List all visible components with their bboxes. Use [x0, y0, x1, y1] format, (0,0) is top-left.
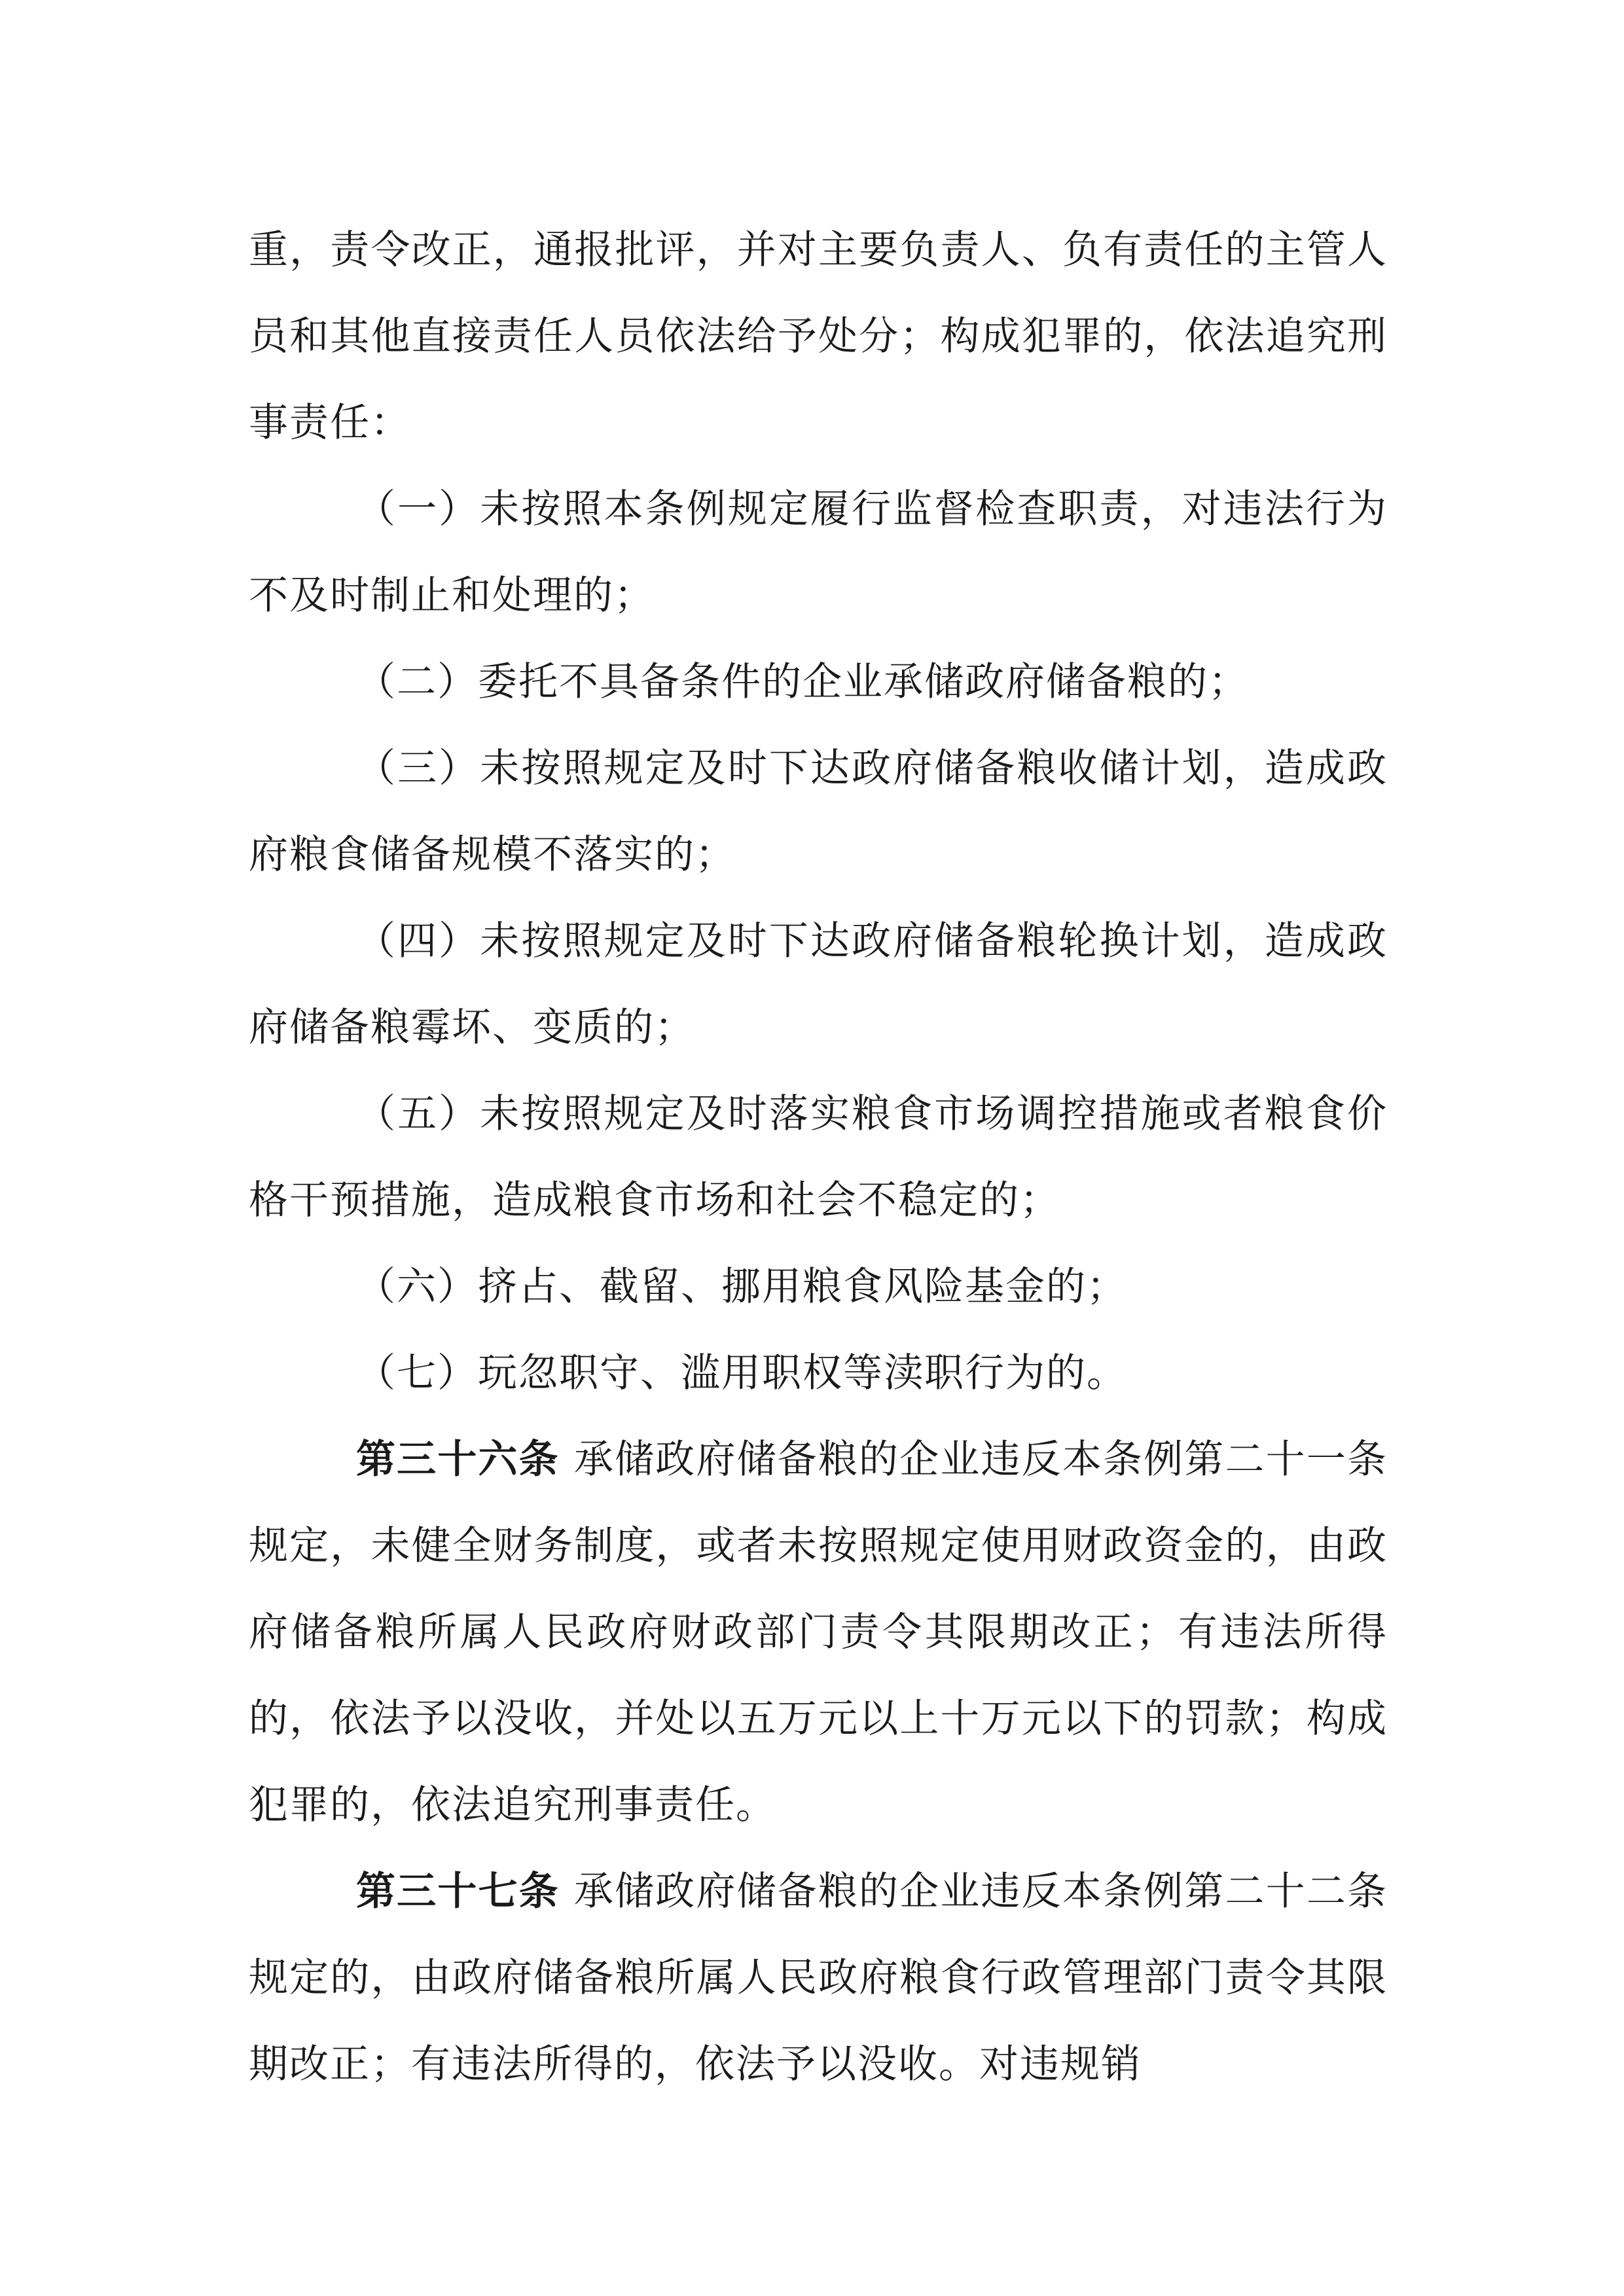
list-item-6 — [249, 1244, 1388, 1330]
paragraph-continuation — [249, 207, 1388, 466]
article-title: 第三十七条 — [356, 1869, 560, 1914]
list-item-text: （三）未按照规定及时下达政府储备粮收储计划，造成政府粮食储备规模不落实的； — [249, 745, 1388, 878]
article-text: 承储政府储备粮的企业违反本条例第二十一条规定，未健全财务制度，或者未按照规定使用财政资金的，由政府储备粮所属人民政府财政部门责令其限期改正；有违法所得的，依法予以没收，并处以五万元以上十万元以下的罚款；构成犯罪的，依法追究刑事责任。 — [249, 1437, 1388, 1828]
article-title: 第三十六条 — [356, 1437, 560, 1482]
paragraph-text: 重，责令改正，通报批评，并对主要负责人、负有责任的主管人员和其他直接责任人员依法给予处分；构成犯罪的，依法追究刑事责任： — [249, 227, 1388, 446]
list-item-text: （七）玩忽职守、滥用职权等渎职行为的。 — [356, 1350, 1127, 1396]
list-item-2 — [249, 639, 1388, 725]
list-item-text: （一）未按照本条例规定履行监督检查职责，对违法行为不及时制止和处理的； — [249, 486, 1388, 619]
list-item-4 — [249, 898, 1388, 1071]
list-item-5 — [249, 1071, 1388, 1244]
list-item-text: （四）未按照规定及时下达政府储备粮轮换计划，造成政府储备粮霉坏、变质的； — [249, 918, 1388, 1050]
document-body — [249, 207, 1388, 2108]
list-item-text: （二）委托不具备条件的企业承储政府储备粮的； — [356, 659, 1249, 705]
list-item-text: （六）挤占、截留、挪用粮食风险基金的； — [356, 1264, 1127, 1310]
article-text: 承储政府储备粮的企业违反本条例第二十二条规定的，由政府储备粮所属人民政府粮食行政管理部门责令其限期改正；有违法所得的，依法予以没收。对违规销 — [249, 1869, 1388, 2087]
list-item-3 — [249, 725, 1388, 898]
list-item-7 — [249, 1330, 1388, 1416]
article-37 — [249, 1848, 1388, 2108]
list-item-text: （五）未按照规定及时落实粮食市场调控措施或者粮食价格干预措施，造成粮食市场和社会不稳定的； — [249, 1091, 1388, 1223]
article-36 — [249, 1416, 1388, 1848]
list-item-1 — [249, 466, 1388, 639]
